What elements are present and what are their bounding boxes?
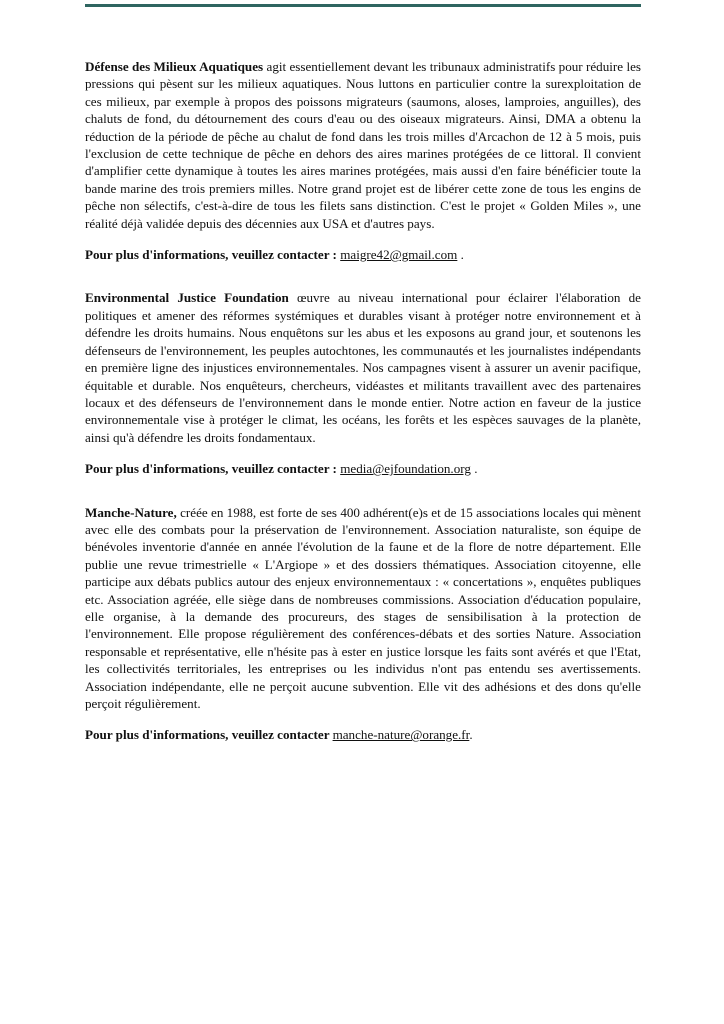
contact-email-manche-nature[interactable]: manche-nature@orange.fr <box>332 727 470 743</box>
contact-label-dma: Pour plus d'informations, veuillez contacter : <box>85 247 341 263</box>
document-body <box>85 58 641 770</box>
org-name-manche-nature: Manche-Nature, <box>85 504 177 520</box>
paragraph-text-ejf: œuvre au niveau international pour éclairer l'élaboration de politiques et amener des réformes systémiques et durables visant à protéger notre environnement et à défendre les droits humains. Nous enquêtons sur les abus et les exposons au grand jour, et soutenons les défenseurs de l'environnement, les peuples autochtones, les communautés et les journalistes indépendants en première ligne des injustices environnementales. Nos campagnes visent à assurer un avenir pacifique, équitable et durable. Nos enquêteurs, chercheurs, vidéastes et militants travaillent avec des partenaires locaux et des défenseurs de l'environnement dans le monde entier. Notre action en faveur de la justice environnementale vise à protéger le climat, les océans, les forêts et les espèces sauvages de la planète, ainsi qu'à défendre les droits fondamentaux. <box>85 290 641 445</box>
paragraph-text-manche-nature: créée en 1988, est forte de ses 400 adhérent(e)s et de 15 associations locales qui mènent avec elle des combats pour la préservation de l'environnement. Association naturaliste, son équipe de bénévoles inventorie d'année en année l'évolution de la faune et de la flore de notre département. Elle publie une revue trimestrielle « L'Argiope » et des dossiers thématiques. Association citoyenne, elle participe aux débats publics autour des enjeux environnementaux : « concertations », enquêtes publiques etc. Association agréée, elle siège dans de nombreuses commissions. Association d'éducation populaire, elle organise, à la demande des procureurs, des stages de sensibilisation à la protection de l'environnement. Elle propose régulièrement des conférences-débats et des sorties Nature. Association responsable et représentative, elle n'hésite pas à ester en justice lorsque les faits sont avérés et que l'Etat, les collectivités territoriales, les entreprises ou les individus n'ont pas entendu ses avertissements. Association indépendante, elle ne perçoit aucune subvention. Elle vit des adhésions et des dons qu'elle perçoit régulièrement. <box>85 504 641 711</box>
contact-label-manche-nature: Pour plus d'informations, veuillez contacter <box>85 727 333 743</box>
section-dma <box>85 58 641 263</box>
section-ejf <box>85 289 641 477</box>
paragraph-ejf <box>85 289 641 446</box>
contact-suffix-dma: . <box>457 247 464 263</box>
paragraph-manche-nature <box>85 504 641 713</box>
section-manche-nature <box>85 504 641 744</box>
org-name-ejf: Environmental Justice Foundation <box>85 290 289 306</box>
contact-email-ejf[interactable]: media@ejfoundation.org <box>340 461 471 477</box>
contact-line-manche-nature <box>85 726 641 743</box>
paragraph-text-dma: agit essentiellement devant les tribunaux administratifs pour réduire les pressions qui pèsent sur les milieux aquatiques. Nous luttons en particulier contre la surexploitation de ces milieux, par exemple à propos des poissons migrateurs (saumons, aloses, lamproies, anguilles), des chaluts de fond, du détournement des cours d'eau ou des oiseaux migrateurs. Ainsi, DMA a obtenu la réduction de la période de pêche au chalut de fond dans les trois milles d'Arcachon de 12 à 5 mois, puis l'exclusion de cette technique de pêche en dehors des aires marines protégées de ce littoral. Il convient d'amplifier cette dynamique à toutes les aires marines protégées, mais aussi d'en faire bénéficier toute la bande marine des trois premiers milles. Notre grand projet est de libérer cette zone de tous les engins de pêche non sélectifs, c'est-à-dire de tous les filets sans distinction. C'est le projet « Golden Miles », une réalité déjà validée depuis des décennies aux USA et d'autres pays. <box>85 59 641 231</box>
contact-suffix-manche-nature: . <box>469 727 473 743</box>
paragraph-dma <box>85 58 641 232</box>
contact-line-dma <box>85 246 641 263</box>
header-rule <box>85 4 641 7</box>
org-name-dma: Défense des Milieux Aquatiques <box>85 59 264 74</box>
contact-suffix-ejf: . <box>470 461 478 477</box>
contact-label-ejf: Pour plus d'informations, veuillez contacter : <box>85 461 341 477</box>
contact-line-ejf <box>85 460 641 477</box>
contact-email-dma[interactable]: maigre42@gmail.com <box>340 247 458 263</box>
